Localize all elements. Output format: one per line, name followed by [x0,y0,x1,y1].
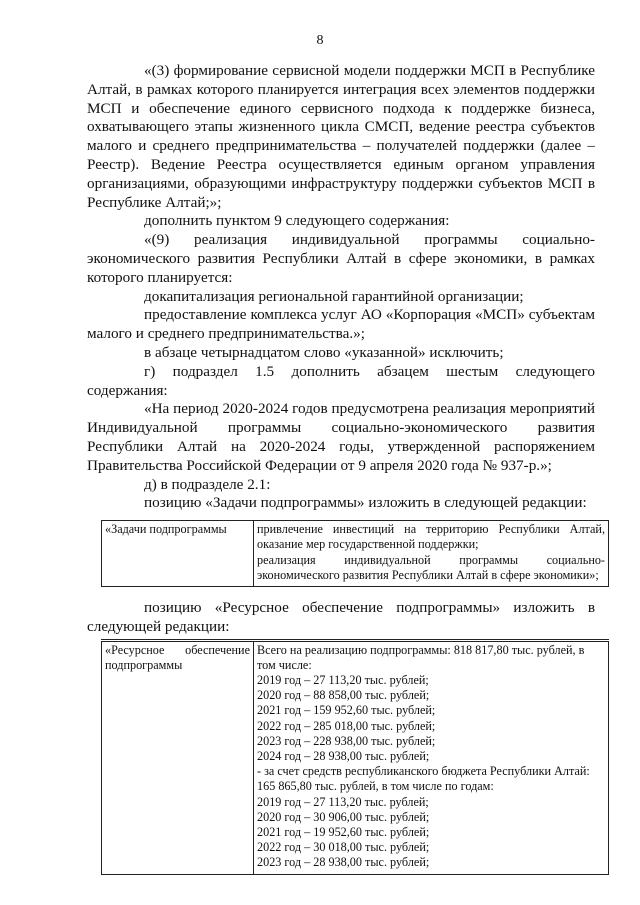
paragraph-services: предоставление комплекса услуг АО «Корпорация «МСП» субъектам малого и среднего предпринимательства.»; [87,306,595,343]
resources-label-cell: «Ресурсное обеспечение подпрограммы [102,640,254,874]
resources-line: 2019 год – 27 113,20 тыс. рублей; [257,672,429,687]
resources-line: Всего на реализацию подпрограммы: 818 817,80 тыс. рублей, в том числе: [257,642,585,672]
paragraph-period-2020-2024: «На период 2020-2024 годов предусмотрена реализация мероприятий Индивидуальной программы социально-экономического развития Республики Алтай на 2020-2024 годы, утвержденной распоряжением Правительства Российской Федерации от 9 апреля 2020 года № 937-р.»; [87,400,595,474]
resources-line: 2020 год – 30 906,00 тыс. рублей; [257,809,430,824]
table-row [102,640,609,874]
page-number: 8 [316,33,324,48]
paragraph-add-item-9: дополнить пунктом 9 следующего содержания: [144,212,450,230]
paragraph-resources-position: позицию «Ресурсное обеспечение подпрограммы» изложить в следующей редакции: [87,598,595,635]
tasks-label-cell: «Задачи подпрограммы [102,521,254,587]
resources-content-cell [254,640,609,874]
resources-line: 2023 год – 28 938,00 тыс. рублей; [257,855,430,870]
resources-line: 2019 год – 27 113,20 тыс. рублей; [257,794,429,809]
paragraph-tasks-position: позицию «Задачи подпрограммы» изложить в следующей редакции: [144,494,587,512]
resources-line: 2022 год – 30 018,00 тыс. рублей; [257,840,430,855]
resources-table [101,639,609,875]
resources-line: 2021 год – 19 952,60 тыс. рублей; [257,824,430,839]
resources-line: 2020 год – 88 858,00 тыс. рублей; [257,688,430,703]
resources-line: 2021 год – 159 952,60 тыс. рублей; [257,703,436,718]
tasks-line: привлечение инвестиций на территорию Республики Алтай, оказание мер государственной поддержки; [257,522,605,552]
resources-line: - за счет средств республиканского бюджета Республики Алтай: 165 865,80 тыс. рублей, в том числе по годам: [257,764,590,794]
resources-line: 2022 год – 285 018,00 тыс. рублей; [257,718,436,733]
paragraph-capitalization: докапитализация региональной гарантийной организации; [144,287,524,305]
paragraph-item-3: «(3) формирование сервисной модели поддержки МСП в Республике Алтай, в рамках которого планируется интеграция всех элементов поддержки МСП и обеспечение единого сервисного подхода к поддержке бизнеса, охватывающего этапы жизненного цикла СМСП, ведение реестра субъектов малого и среднего предпринимательства – получателей поддержки (далее – Реестр). Ведение Реестра осуществляется единым органом управления организациями, образующими инфраструктуру поддержки субъектов МСП в Республике Алтай;»; [87,62,595,211]
tasks-content-cell [254,521,609,587]
paragraph-item-9: «(9) реализация индивидуальной программы социально-экономического развития Республики Алтай в сфере экономики, в рамках которого планируется: [87,231,595,286]
paragraph-subsection-2-1: д) в подразделе 2.1: [144,475,271,493]
table-row [102,521,609,587]
paragraph-subsection-1-5: г) подраздел 1.5 дополнить абзацем шестым следующего содержания: [87,362,595,399]
tasks-line: реализация индивидуальной программы социально-экономического развития Республики Алтай в сфере экономики»; [257,552,605,582]
resources-line: 2023 год – 228 938,00 тыс. рублей; [257,733,436,748]
tasks-table [101,520,609,587]
resources-line: 2024 год – 28 938,00 тыс. рублей; [257,748,430,763]
paragraph-remove-word: в абзаце четырнадцатом слово «указанной» исключить; [144,343,504,361]
document-body [87,62,605,875]
